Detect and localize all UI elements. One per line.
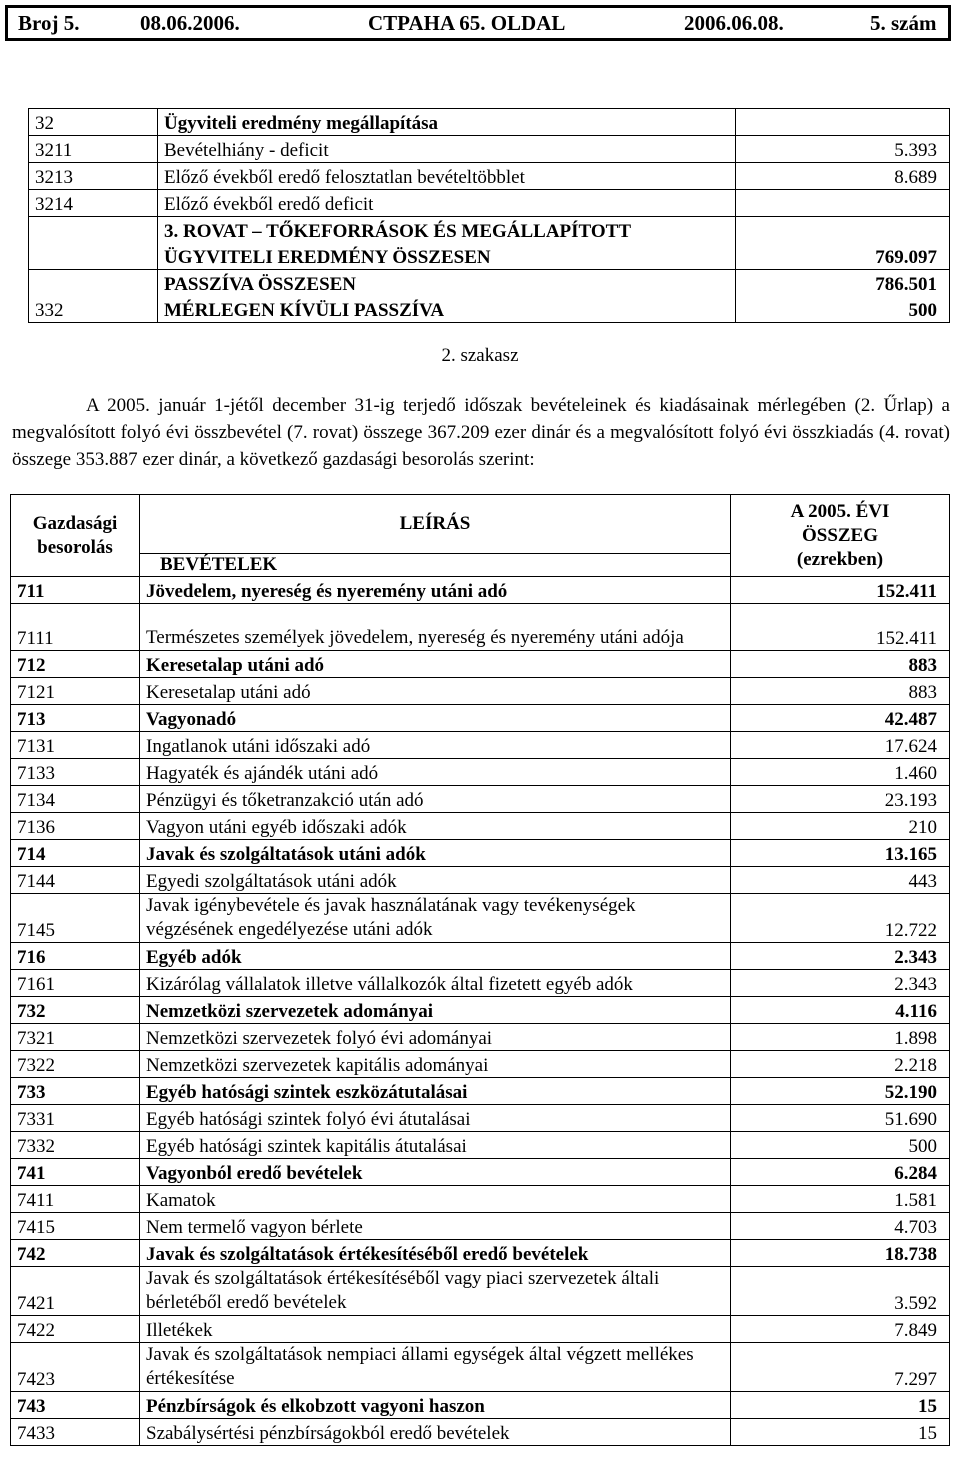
row-value <box>736 190 950 217</box>
row-value: 2.343 <box>731 943 950 970</box>
row-code: 32 <box>29 109 158 136</box>
row-description: Javak és szolgáltatások utáni adók <box>140 840 731 867</box>
row-code: 7433 <box>11 1419 140 1446</box>
row-description: Nemzetközi szervezetek kapitális adományai <box>140 1051 731 1078</box>
row-value: 883 <box>731 678 950 705</box>
row-value: 42.487 <box>731 705 950 732</box>
row-value: 883 <box>731 651 950 678</box>
table-row <box>11 1078 950 1105</box>
row-code: 741 <box>11 1159 140 1186</box>
table-row <box>29 109 950 136</box>
issue-date-hungarian: 2006.06.08. <box>684 10 784 35</box>
table-row <box>11 651 950 678</box>
row-code: 7422 <box>11 1316 140 1343</box>
row-value: 15 <box>731 1419 950 1446</box>
row-value: 1.898 <box>731 1024 950 1051</box>
row-value: 18.738 <box>731 1240 950 1267</box>
table-row <box>11 1316 950 1343</box>
row-description: ÜGYVITELI EREDMÉNY ÖSSZESEN <box>158 243 736 270</box>
table-row <box>11 970 950 997</box>
header-classification: Gazdasági besorolás <box>11 495 140 577</box>
row-code: 7331 <box>11 1105 140 1132</box>
row-code: 7411 <box>11 1186 140 1213</box>
group-label: BEVÉTELEK <box>140 554 731 577</box>
row-code: 7136 <box>11 813 140 840</box>
table-row <box>29 270 950 297</box>
row-code: 7145 <box>11 894 140 943</box>
table-row <box>11 867 950 894</box>
row-description: Vagyon utáni egyéb időszaki adók <box>140 813 731 840</box>
row-value: 4.116 <box>731 997 950 1024</box>
issue-number: Broj 5. <box>18 10 80 35</box>
row-description: Pénzügyi és tőketranzakció után adó <box>140 786 731 813</box>
row-value: 2.343 <box>731 970 950 997</box>
row-code: 7322 <box>11 1051 140 1078</box>
row-value: 2.218 <box>731 1051 950 1078</box>
row-value: 17.624 <box>731 732 950 759</box>
row-description: Ingatlanok utáni időszaki adó <box>140 732 731 759</box>
row-description: Kizárólag vállalatok illetve vállalkozók által fizetett egyéb adók <box>140 970 731 997</box>
row-description: Javak és szolgáltatások értékesítéséből eredő bevételek <box>140 1240 731 1267</box>
row-value: 52.190 <box>731 1078 950 1105</box>
row-value: 7.297 <box>731 1343 950 1392</box>
row-code: 7121 <box>11 678 140 705</box>
row-value: 8.689 <box>736 163 950 190</box>
row-code: 7144 <box>11 867 140 894</box>
row-description: PASSZÍVA ÖSSZESEN <box>158 270 736 297</box>
row-description: Javak és szolgáltatások nempiaci állami egységek által végzett mellékes értékesítése <box>140 1343 731 1392</box>
row-code: 7161 <box>11 970 140 997</box>
row-description: Természetes személyek jövedelem, nyereség és nyeremény utáni adója <box>140 604 731 651</box>
row-description: Nemzetközi szervezetek adományai <box>140 997 731 1024</box>
table-row <box>29 296 950 323</box>
table-row <box>11 759 950 786</box>
table-row <box>29 217 950 244</box>
row-description: Egyéb adók <box>140 943 731 970</box>
row-value: 210 <box>731 813 950 840</box>
row-description: Ügyviteli eredmény megállapítása <box>158 109 736 136</box>
row-code: 7415 <box>11 1213 140 1240</box>
row-description: Egyéb hatósági szintek kapitális átutalásai <box>140 1132 731 1159</box>
table-row <box>11 1343 950 1392</box>
row-value: 6.284 <box>731 1159 950 1186</box>
row-value: 769.097 <box>736 243 950 270</box>
page-number: CTPAHA 65. OLDAL <box>368 10 566 35</box>
row-code <box>29 217 158 244</box>
table-row <box>11 1051 950 1078</box>
row-value: 15 <box>731 1392 950 1419</box>
row-code <box>29 243 158 270</box>
table-row <box>11 1186 950 1213</box>
row-code: 713 <box>11 705 140 732</box>
table-row <box>11 786 950 813</box>
issue-szam: 5. szám <box>870 10 937 35</box>
section-title: 2. szakasz <box>441 345 519 366</box>
row-value: 23.193 <box>731 786 950 813</box>
row-code: 332 <box>29 296 158 323</box>
row-value: 152.411 <box>731 577 950 604</box>
row-value: 51.690 <box>731 1105 950 1132</box>
table-row <box>11 1240 950 1267</box>
row-code: 7131 <box>11 732 140 759</box>
row-code: 733 <box>11 1078 140 1105</box>
row-description: Jövedelem, nyereség és nyeremény utáni adó <box>140 577 731 604</box>
table-row <box>11 678 950 705</box>
row-value: 1.460 <box>731 759 950 786</box>
row-value <box>736 109 950 136</box>
row-description: Egyéb hatósági szintek folyó évi átutalásai <box>140 1105 731 1132</box>
row-code: 7321 <box>11 1024 140 1051</box>
row-code: 3213 <box>29 163 158 190</box>
row-value: 786.501 <box>875 274 937 295</box>
table-row <box>29 136 950 163</box>
page-header <box>5 5 951 41</box>
row-code: 732 <box>11 997 140 1024</box>
table-row <box>11 813 950 840</box>
table-row <box>11 1159 950 1186</box>
row-value: 152.411 <box>731 604 950 651</box>
row-code <box>29 270 158 297</box>
row-value: 12.722 <box>731 894 950 943</box>
table-row <box>11 894 950 943</box>
table-row <box>11 1132 950 1159</box>
row-code: 743 <box>11 1392 140 1419</box>
row-description: Javak és szolgáltatások értékesítéséből vagy piaci szervezetek általi bérletéből eredő bevételek <box>140 1267 731 1316</box>
row-description: Vagyonból eredő bevételek <box>140 1159 731 1186</box>
row-description: Keresetalap utáni adó <box>140 678 731 705</box>
header-description: LEÍRÁS <box>140 495 731 554</box>
table-row <box>11 840 950 867</box>
row-code: 712 <box>11 651 140 678</box>
row-code: 7133 <box>11 759 140 786</box>
table-row <box>11 1419 950 1446</box>
row-code: 3214 <box>29 190 158 217</box>
row-value <box>736 217 950 244</box>
header-amount: A 2005. ÉVI ÖSSZEG (ezrekben) <box>731 495 950 577</box>
row-description: MÉRLEGEN KÍVÜLI PASSZÍVA <box>158 296 736 323</box>
revenue-table <box>10 494 950 1446</box>
row-description: Vagyonadó <box>140 705 731 732</box>
row-description: Illetékek <box>140 1316 731 1343</box>
row-value: 1.581 <box>731 1186 950 1213</box>
row-value: 500 <box>731 1132 950 1159</box>
row-description: Egyedi szolgáltatások utáni adók <box>140 867 731 894</box>
row-description: Egyéb hatósági szintek eszközátutalásai <box>140 1078 731 1105</box>
table-row <box>29 163 950 190</box>
row-description: Előző évekből eredő felosztatlan bevételtöbblet <box>158 163 736 190</box>
balance-sheet-table <box>28 108 950 323</box>
row-value: 5.393 <box>736 136 950 163</box>
table-row <box>11 1213 950 1240</box>
intro-paragraph: A 2005. január 1-jétől december 31-ig terjedő időszak bevételeinek és kiadásainak mérlegében (2. Űrlap) a megvalósított folyó évi összbevétel (7. rovat) összege 367.209 ezer dinár és a megvalósított folyó évi összkiadás (4. rovat) összege 353.887 ezer dinár, a következő gazdasági besorolás szerint: <box>12 395 950 470</box>
table-row <box>29 243 950 270</box>
row-code: 7423 <box>11 1343 140 1392</box>
row-value: 4.703 <box>731 1213 950 1240</box>
table-header-row <box>11 495 950 554</box>
row-description: Nem termelő vagyon bérlete <box>140 1213 731 1240</box>
row-description: Előző évekből eredő deficit <box>158 190 736 217</box>
table-row <box>11 943 950 970</box>
row-description: Hagyaték és ajándék utáni adó <box>140 759 731 786</box>
row-value: 7.849 <box>731 1316 950 1343</box>
table-row <box>29 190 950 217</box>
row-description: Keresetalap utáni adó <box>140 651 731 678</box>
row-value: 500 <box>908 300 937 321</box>
row-description: 3. ROVAT – TŐKEFORRÁSOK ÉS MEGÁLLAPÍTOTT <box>158 217 736 244</box>
row-code: 714 <box>11 840 140 867</box>
row-description: Bevételhiány - deficit <box>158 136 736 163</box>
row-value: 3.592 <box>731 1267 950 1316</box>
row-description: Nemzetközi szervezetek folyó évi adományai <box>140 1024 731 1051</box>
table-row <box>11 705 950 732</box>
row-code: 711 <box>11 577 140 604</box>
table-row <box>11 1392 950 1419</box>
row-code: 742 <box>11 1240 140 1267</box>
row-code: 7332 <box>11 1132 140 1159</box>
table-row <box>11 732 950 759</box>
row-code: 3211 <box>29 136 158 163</box>
issue-date-serbian: 08.06.2006. <box>140 10 240 35</box>
row-description: Pénzbírságok és elkobzott vagyoni haszon <box>140 1392 731 1419</box>
table-row <box>11 577 950 604</box>
row-value: 13.165 <box>731 840 950 867</box>
row-code: 7421 <box>11 1267 140 1316</box>
row-description: Szabálysértési pénzbírságokból eredő bevételek <box>140 1419 731 1446</box>
row-description: Kamatok <box>140 1186 731 1213</box>
table-row <box>11 1267 950 1316</box>
table-row <box>11 1105 950 1132</box>
table-row <box>11 1024 950 1051</box>
row-description: Javak igénybevétele és javak használatának vagy tevékenységek végzésének engedélyezése utáni adók <box>140 894 731 943</box>
row-value: 443 <box>731 867 950 894</box>
row-code: 7134 <box>11 786 140 813</box>
table-row <box>11 997 950 1024</box>
row-code: 716 <box>11 943 140 970</box>
table-row <box>11 604 950 651</box>
row-code: 7111 <box>11 604 140 651</box>
